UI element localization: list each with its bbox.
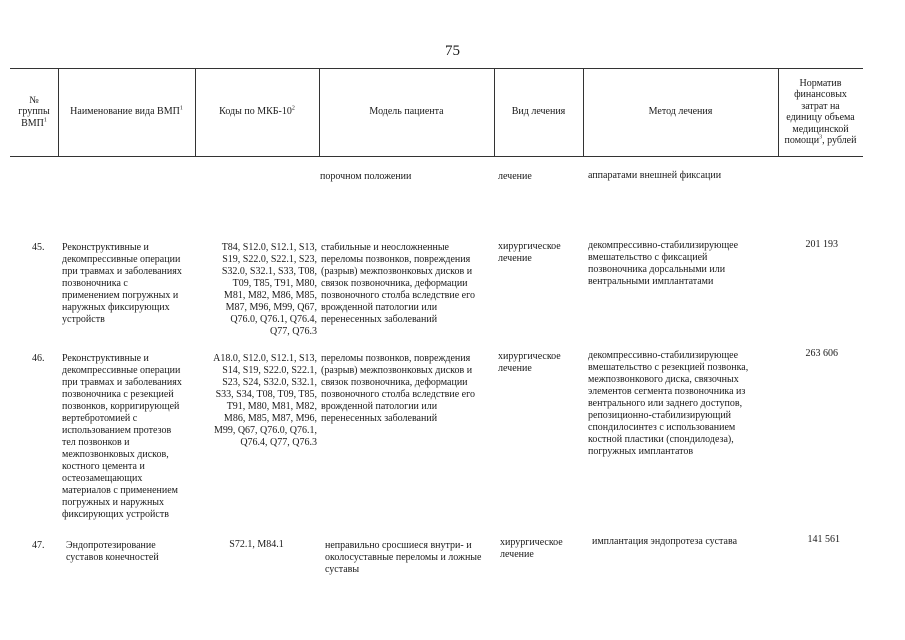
continuation-treatment: лечение bbox=[498, 171, 532, 182]
header-name: Наименование вида ВМП$^1$ bbox=[70, 105, 183, 118]
row-cost: 201 193 bbox=[805, 239, 838, 250]
row-model: стабильные и неосложненные переломы позвонков, повреждения (разрыв) межпозвонковых дисков и связок позвоночника, деформации позвоночного столба вследствие его врожденной патологии или перенесенных заболеваний bbox=[321, 242, 475, 325]
row-cost: 141 561 bbox=[807, 534, 840, 545]
row-name: Реконструктивные и декомпрессивные операции при травмах и заболеваниях позвоночника с применением погружных и наружных фиксирующих устройств bbox=[62, 242, 182, 325]
row-treatment: хирургическое лечение bbox=[500, 537, 563, 560]
row-method: декомпрессивно-стабилизирующее вмешательство с фиксацией позвоночника дорсальными или вентральными имплантатами bbox=[588, 240, 739, 287]
row-method: декомпрессивно-стабилизирующее вмешательство с резекцией позвонка, межпозвонкового диска, связочных элементов сегмента позвоночника из вентрального или заднего доступов, репозиционно-стабилизирующий спондилосинтез с использованием костной пластики (спондилодеза), погружных имплантатов bbox=[588, 350, 749, 457]
header-codes: Коды по МКБ-$10^2$ bbox=[219, 105, 295, 118]
row-name: Эндопротезирование суставов конечностей bbox=[66, 540, 159, 563]
header-method: Метод лечения bbox=[648, 106, 713, 118]
continuation-method: аппаратами внешней фиксации bbox=[588, 170, 722, 181]
row-codes: T84, S12.0, S12.1, S13, S19, S22.0, S22.1, S23, S32.0, S32.1, S33, T08, T09, T85, T91, M80, M81, M82, M86, M85, M87, M96, M99, Q67, Q76.0, Q76.1, Q76.4, Q77, Q76.3 bbox=[221, 242, 317, 337]
page-number: 75 bbox=[445, 43, 460, 59]
row-treatment: хирургическое лечение bbox=[498, 351, 561, 374]
header-norm: Норматив финансовых затрат на единицу объема медицинской помощи$^3$, рублей bbox=[784, 77, 857, 146]
row-number: 47. bbox=[32, 540, 45, 551]
header-model: Модель пациента bbox=[369, 106, 444, 118]
row-number: 46. bbox=[32, 353, 45, 364]
row-codes: A18.0, S12.0, S12.1, S13, S14, S19, S22.0, S22.1, S23, S24, S32.0, S32.1, S33, S34, T08, T09, T85, T91, M80, M81, M82, M86, M85, M87, M96, M99, Q67, Q76.0, Q76.1, Q76.4, Q77, Q76.3 bbox=[213, 353, 317, 448]
row-treatment: хирургическое лечение bbox=[498, 241, 561, 264]
row-name: Реконструктивные и декомпрессивные операции при травмах и заболеваниях позвоночника с резекцией позвонков, корригирующей вертебротомией с использованием протезов тел позвонков и межпозвонковых дисков, костного цемента и остеозамещающих материалов с применением погружных и наружных фиксирующих устройств bbox=[62, 353, 182, 520]
row-method: имплантация эндопротеза сустава bbox=[592, 536, 738, 547]
row-model: неправильно сросшиеся внутри- и околосуставные переломы и ложные суставы bbox=[325, 540, 482, 575]
header-treatment: Вид лечения bbox=[511, 106, 566, 118]
row-cost: 263 606 bbox=[805, 348, 838, 359]
continuation-model: порочном положении bbox=[320, 171, 412, 182]
row-codes: S72.1, M84.1 bbox=[229, 539, 284, 550]
row-number: 45. bbox=[32, 242, 45, 253]
header-bottom-rule bbox=[10, 156, 863, 157]
header-group-number: № группы ВМП$^1$ bbox=[18, 94, 50, 129]
row-model: переломы позвонков, повреждения (разрыв) межпозвонковых дисков и связок позвоночника, деформации позвоночного столба вследствие его врожденной патологии или перенесенных заболеваний bbox=[321, 353, 475, 424]
